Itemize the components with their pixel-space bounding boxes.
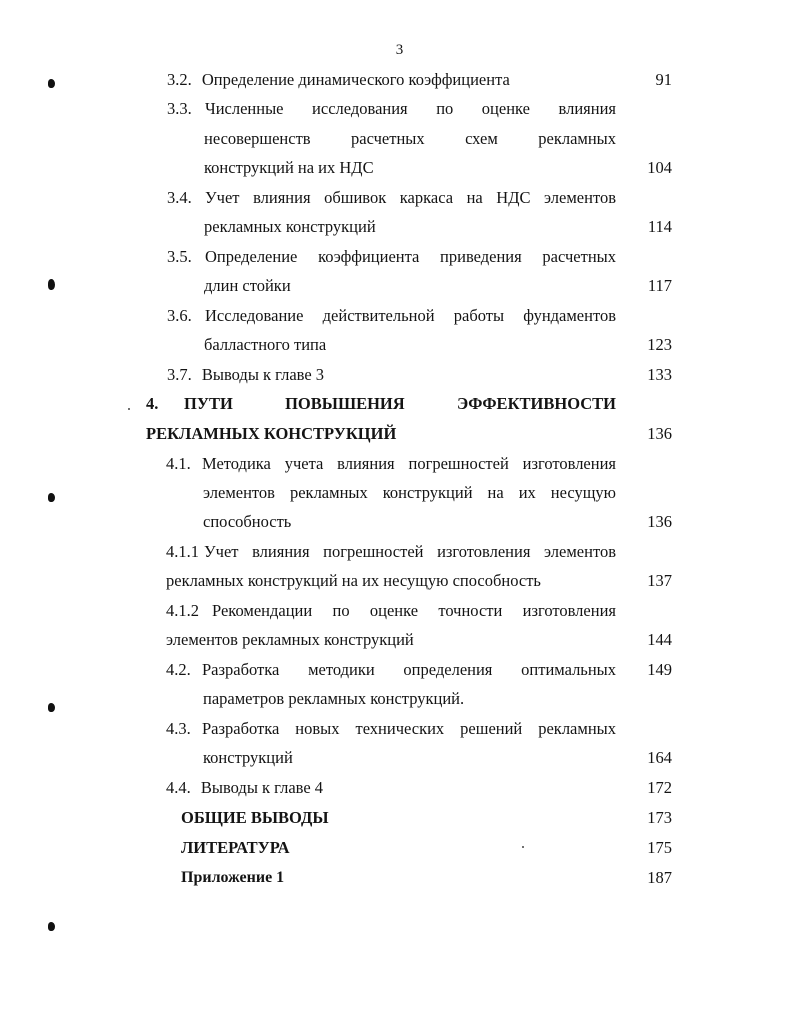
toc-page: 149 [647, 660, 672, 679]
toc-title-line: ПУТИ ПОВЫШЕНИЯ ЭФФЕКТИВНОСТИ [184, 394, 616, 413]
toc-page: 133 [647, 365, 672, 384]
toc-title-line: конструкций на их НДС [204, 158, 374, 177]
toc-title-line: Исследование действительной работы фундаментов [205, 306, 616, 325]
toc-page: 144 [647, 630, 672, 649]
toc-page: 136 [647, 424, 672, 443]
toc-page: 187 [647, 868, 672, 887]
toc-title-line: Определение коэффициента приведения расчетных [205, 247, 616, 266]
toc-title-line: балластного типа [204, 335, 327, 354]
toc-title-line: Выводы к главе 4 [200, 778, 324, 797]
page-number: 3 [395, 42, 404, 58]
toc-title-line: конструкций [203, 748, 293, 767]
toc-title-line: Рекомендации по оценке точности изготовления [212, 601, 616, 620]
toc-title-line: параметров рекламных конструкций. [203, 689, 465, 708]
toc-page: 91 [655, 70, 672, 89]
toc-number: 4.1.2 [166, 601, 199, 620]
binding-hole-mark [48, 279, 55, 290]
toc-number: 3.5. [167, 247, 192, 266]
toc-page: 117 [647, 276, 672, 295]
toc-title-line: Разработка новых технических решений рекламных [202, 719, 616, 738]
toc-page: 114 [647, 217, 672, 236]
toc-page: 137 [647, 571, 672, 590]
toc-number: 3.2. [167, 70, 192, 89]
toc-title-line: Учет влияния погрешностей изготовления элементов [204, 542, 616, 561]
toc-title-line: Выводы к главе 3 [201, 365, 325, 384]
toc-title-line: способность [203, 512, 292, 531]
binding-hole-mark [48, 493, 55, 502]
toc-title-line: Разработка методики определения оптимальных [202, 660, 616, 679]
scan-speck [128, 408, 130, 410]
toc-page: 172 [647, 778, 672, 797]
toc-title-line: несовершенств расчетных схем рекламных [204, 129, 616, 148]
toc-page: 175 [647, 838, 672, 857]
toc-number: 4.4. [166, 778, 191, 797]
toc-title-line: Приложение 1 [181, 869, 285, 886]
toc-number: 3.3. [167, 99, 192, 118]
toc-title-line: ЛИТЕРАТУРА [181, 838, 290, 857]
binding-hole-mark [48, 703, 55, 712]
toc-number: 4. [146, 394, 159, 413]
toc-number: 4.2. [166, 660, 191, 679]
toc-number: 3.6. [167, 306, 192, 325]
scan-speck [522, 846, 524, 848]
toc-title-line: Численные исследования по оценке влияния [205, 99, 616, 118]
toc-title-line: рекламных конструкций [204, 217, 376, 236]
toc-page: 123 [647, 335, 672, 354]
toc-number: 4.1.1 [166, 542, 199, 561]
toc-title-line: ОБЩИЕ ВЫВОДЫ [181, 808, 329, 827]
toc-title-line: элементов рекламных конструкций на их несущую [203, 483, 616, 502]
toc-title-line: Учет влияния обшивок каркаса на НДС элементов [205, 188, 616, 207]
toc-page: 136 [647, 512, 672, 531]
toc-title-line: Методика учета влияния погрешностей изготовления [202, 454, 616, 473]
toc-page: 104 [647, 158, 672, 177]
toc-number: 3.4. [167, 188, 192, 207]
toc-page: 164 [647, 748, 672, 767]
toc-title-line: РЕКЛАМНЫХ КОНСТРУКЦИЙ [146, 424, 397, 443]
toc-page: 173 [647, 808, 672, 827]
toc-title-line: длин стойки [204, 276, 291, 295]
toc-title-line: элементов рекламных конструкций [166, 630, 414, 649]
toc-number: 4.1. [166, 454, 191, 473]
toc-title-line: Определение динамического коэффициента [201, 70, 510, 89]
binding-hole-mark [48, 922, 55, 931]
toc-number: 3.7. [167, 365, 192, 384]
toc-title-line: рекламных конструкций на их несущую способность [166, 571, 541, 590]
toc-number: 4.3. [166, 719, 191, 738]
binding-hole-mark [48, 79, 55, 88]
